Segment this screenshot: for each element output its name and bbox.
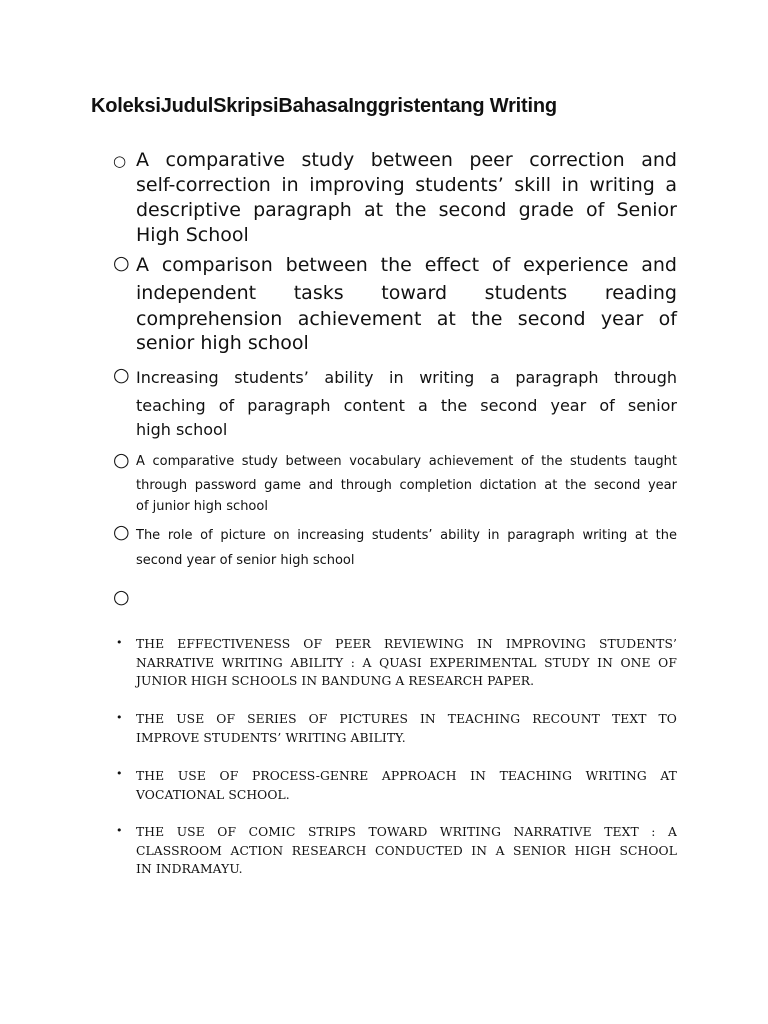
text-line: High School bbox=[136, 224, 249, 246]
list-item-text bbox=[136, 148, 677, 248]
document-title: KoleksiJudulSkripsiBahasaInggristentang Writing bbox=[91, 95, 557, 117]
text-line: A comparison between the effect of experience and bbox=[136, 254, 677, 276]
circle-bullet-icon: ○ bbox=[113, 586, 130, 608]
text-line: THE USE OF SERIES OF PICTURES IN TEACHING RECOUNT TEXT TO bbox=[136, 712, 677, 726]
bullet-dot-icon: • bbox=[116, 636, 123, 649]
text-line: comprehension achievement at the second year of bbox=[136, 308, 677, 330]
text-line: through password game and through completion dictation at the second year bbox=[136, 478, 677, 493]
list-item-text bbox=[136, 823, 677, 879]
text-line: independent tasks toward students reading bbox=[136, 282, 677, 304]
bullet-dot-icon: • bbox=[116, 767, 123, 780]
text-line: senior high school bbox=[136, 332, 309, 354]
circle-bullet-icon: ○ bbox=[113, 449, 130, 471]
text-line: IMPROVE STUDENTS’ WRITING ABILITY. bbox=[136, 730, 406, 745]
text-line: CLASSROOM ACTION RESEARCH CONDUCTED IN A SENIOR HIGH SCHOOL bbox=[136, 843, 677, 858]
list-item-text bbox=[136, 635, 677, 691]
text-line: IN INDRAMAYU. bbox=[136, 862, 243, 876]
circle-bullet-icon: ○ bbox=[113, 252, 130, 274]
list-item-text bbox=[136, 526, 677, 576]
text-line: high school bbox=[136, 420, 228, 439]
list-item-text bbox=[136, 253, 677, 357]
text-line: THE EFFECTIVENESS OF PEER REVIEWING IN IMPROVING STUDENTS’ bbox=[136, 637, 677, 651]
text-line: THE USE OF COMIC STRIPS TOWARD WRITING NARRATIVE TEXT : A bbox=[136, 825, 677, 839]
text-line: descriptive paragraph at the second grade of Senior bbox=[136, 199, 677, 221]
circle-bullet-icon: ○ bbox=[113, 521, 130, 543]
text-line: A comparative study between peer correction and bbox=[136, 149, 677, 171]
list-item-text bbox=[136, 766, 677, 805]
text-line: Increasing students’ ability in writing a paragraph through bbox=[136, 368, 677, 387]
text-line: The role of picture on increasing students’ ability in paragraph writing at the bbox=[136, 528, 677, 543]
text-line: of junior high school bbox=[136, 499, 268, 514]
text-line: NARRATIVE WRITING ABILITY : A QUASI EXPERIMENTAL STUDY IN ONE OF bbox=[136, 655, 677, 670]
bullet-dot-icon: • bbox=[116, 711, 123, 724]
text-line: VOCATIONAL SCHOOL. bbox=[136, 788, 290, 802]
bullet-dot-icon: • bbox=[116, 824, 123, 837]
text-line: A comparative study between vocabulary achievement of the students taught bbox=[136, 454, 677, 469]
text-line: teaching of paragraph content a the second year of senior bbox=[136, 396, 677, 415]
list-item-text bbox=[136, 366, 677, 439]
circle-bullet-icon: ○ bbox=[113, 364, 130, 386]
list-item-text bbox=[136, 452, 677, 514]
text-line: THE USE OF PROCESS-GENRE APPROACH IN TEACHING WRITING AT bbox=[136, 769, 677, 783]
list-item-text bbox=[136, 710, 677, 747]
text-line: self-correction in improving students’ skill in writing a bbox=[136, 174, 677, 196]
text-line: second year of senior high school bbox=[136, 553, 355, 568]
circle-bullet-icon: ○ bbox=[113, 152, 127, 170]
text-line: JUNIOR HIGH SCHOOLS IN BANDUNG A RESEARCH PAPER. bbox=[136, 674, 535, 688]
